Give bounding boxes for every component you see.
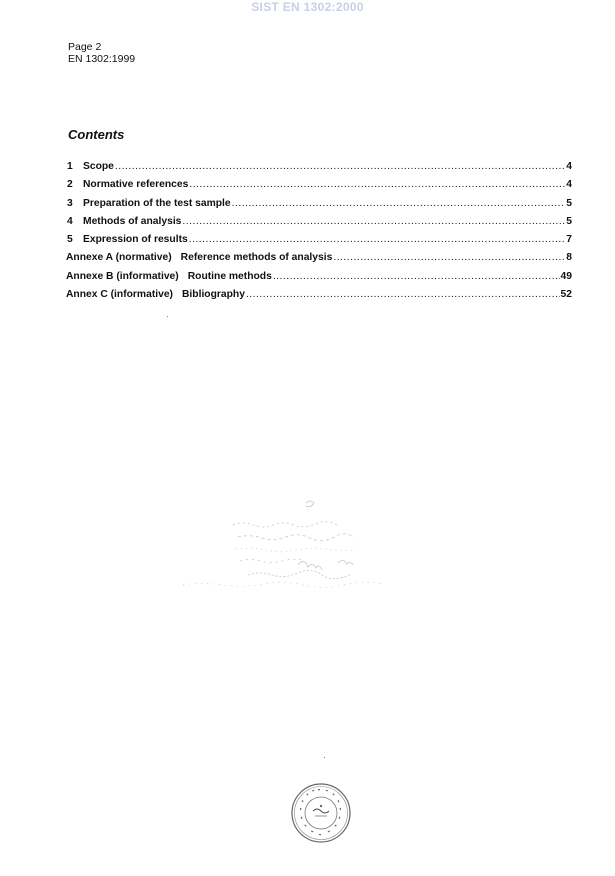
toc-entry-title: Routine methods <box>187 270 272 282</box>
toc-entry-number: 5 <box>67 234 73 246</box>
toc-entry-title: Expression of results <box>83 234 188 246</box>
toc-entry-page: 4 <box>566 161 572 172</box>
toc-entry-number: 1 <box>67 161 73 172</box>
toc-entry-page: 4 <box>566 179 572 191</box>
toc-dot-leader <box>189 179 565 190</box>
toc-dot-leader <box>182 216 565 227</box>
toc-dot-leader <box>273 271 560 282</box>
toc-entry-page: 49 <box>560 270 572 282</box>
page-header <box>68 41 135 65</box>
seal-graphic <box>289 782 353 844</box>
toc-entry-annex-label: Annexe B (informative) <box>66 270 179 282</box>
toc-entry-annex-label: Annex C (informative) <box>66 289 173 301</box>
toc-dot-leader <box>232 198 566 209</box>
toc-entry-number: 2 <box>67 179 73 191</box>
toc-entry-number: 3 <box>67 197 73 209</box>
toc-entry-scope[interactable] <box>66 161 572 179</box>
toc-entry-page: 5 <box>566 197 572 209</box>
faded-stamp-graphic <box>178 495 408 600</box>
table-of-contents <box>66 161 572 307</box>
toc-entry-title: Reference methods of analysis <box>180 252 333 264</box>
contents-heading: Contents <box>68 127 125 142</box>
faded-stamp-mark <box>178 495 408 605</box>
toc-entry-title: Preparation of the test sample <box>83 197 231 209</box>
toc-dot-leader <box>115 161 565 172</box>
toc-entry-number: 4 <box>67 215 73 227</box>
toc-entry-page: 52 <box>560 289 572 301</box>
toc-entry-title: Scope <box>83 161 114 172</box>
toc-entry-annex-label: Annexe A (normative) <box>66 252 172 264</box>
watermark-text: SIST EN 1302:2000 <box>251 0 364 14</box>
standard-number: EN 1302:1999 <box>68 53 136 65</box>
toc-entry-page: 7 <box>566 234 572 246</box>
toc-entry-annex-c[interactable] <box>66 289 572 307</box>
toc-entry-expression[interactable] <box>66 234 572 252</box>
toc-entry-title: Bibliography <box>182 289 245 301</box>
scan-speck <box>167 316 168 317</box>
toc-dot-leader <box>246 289 560 300</box>
toc-entry-annex-a[interactable] <box>66 252 572 270</box>
toc-entry-page: 8 <box>566 252 572 264</box>
toc-entry-preparation[interactable] <box>66 198 572 216</box>
scan-speck <box>324 757 325 758</box>
toc-entry-normative-references[interactable] <box>66 179 572 197</box>
toc-entry-methods[interactable] <box>66 216 572 234</box>
page-number: Page 2 <box>68 41 102 53</box>
toc-dot-leader <box>333 252 565 263</box>
official-seal-icon <box>289 782 353 849</box>
toc-entry-title: Methods of analysis <box>83 215 182 227</box>
toc-entry-title: Normative references <box>83 179 189 191</box>
toc-entry-annex-b[interactable] <box>66 271 572 289</box>
toc-dot-leader <box>189 234 566 245</box>
toc-entry-page: 5 <box>566 215 572 227</box>
